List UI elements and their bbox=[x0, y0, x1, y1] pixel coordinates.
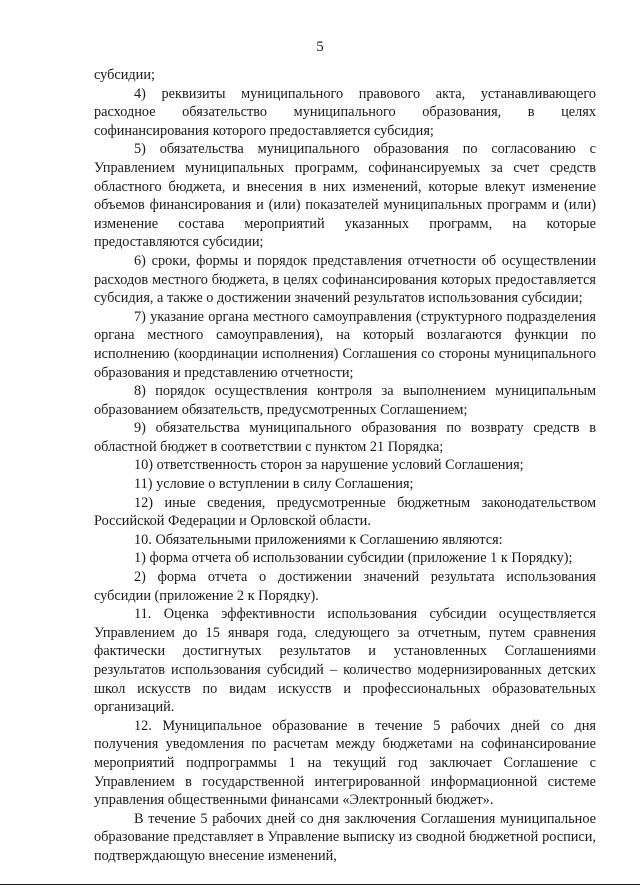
paragraph: 10) ответственность сторон за нарушение условий Соглашения; bbox=[134, 457, 524, 474]
paragraph: 8) порядок осуществления контроля за выполнением муниципальным образованием обязательств, предусмотренных Соглашением; bbox=[94, 383, 596, 418]
document-body bbox=[94, 66, 596, 866]
paragraph: 10. Обязательными приложениями к Соглашению являются: bbox=[134, 531, 503, 548]
paragraph: 4) реквизиты муниципального правового акта, устанавливающего расходное обязательство муниципального образования, в целях софинансирования которого предоставляется субсидия; bbox=[94, 85, 596, 139]
paragraph: В течение 5 рабочих дней со дня заключения Соглашения муниципальное образование представляет в Управление выписку из сводной бюджетной росписи, подтверждающую внесение изменений, bbox=[94, 810, 596, 864]
page-number: 5 bbox=[316, 39, 324, 55]
paragraph: 2) форма отчета о достижении значений результата использования субсидии (приложение 2 к Порядку). bbox=[94, 569, 596, 604]
paragraph: 7) указание органа местного самоуправления (структурного подразделения органа местного самоуправления), на который возлагаются функции по исполнению (координации исполнения) Соглашения со стороны муниципального образования и представлению отчетности; bbox=[94, 308, 596, 381]
paragraph: 9) обязательства муниципального образования по возврату средств в областной бюджет в соответствии с пунктом 21 Порядка; bbox=[94, 420, 596, 455]
paragraph: 6) сроки, формы и порядок представления отчетности об осуществлении расходов местного бюджета, в целях софинансирования которых предоставляется субсидия, а также о достижении значений результатов использования субсидии; bbox=[94, 252, 596, 307]
paragraph: 1) форма отчета об использовании субсидии (приложение 1 к Порядку); bbox=[134, 550, 573, 567]
paragraph: 12. Муниципальное образование в течение 5 рабочих дней со дня получения уведомления по расчетам между бюджетами на софинансирование мероприятий подпрограммы 1 на текущий год заключает Соглашение с Управлением в государственной интегрированной информационной системе управления общественными финансами «Электронный бюджет». bbox=[94, 717, 596, 809]
paragraph: 11) условие о вступлении в силу Соглашения; bbox=[134, 476, 414, 493]
paragraph: 11. Оценка эффективности использования субсидии осуществляется Управлением до 15 января года, следующего за отчетным, путем сравнения фактически достигнутых результатов и установленных Соглашениями результатов использования субсидий – количество модернизированных детских школ искусств по видам искусств и профессиональных образовательных организаций. bbox=[94, 606, 596, 716]
scan-edge-line bbox=[0, 884, 640, 885]
paragraph: 5) обязательства муниципального образования по согласованию с Управлением муниципальных программ, софинансируемых за счет средств областного бюджета, и внесения в них изменений, которые влекут изменение объемов финансирования и (или) показателей муниципальных программ и (или) изменение состава мероприятий указанных программ, на которые предоставляются субсидии; bbox=[94, 141, 596, 251]
paragraph: 12) иные сведения, предусмотренные бюджетным законодательством Российской Федерации и Орловской области. bbox=[94, 494, 596, 530]
paragraph: субсидии; bbox=[94, 67, 155, 83]
